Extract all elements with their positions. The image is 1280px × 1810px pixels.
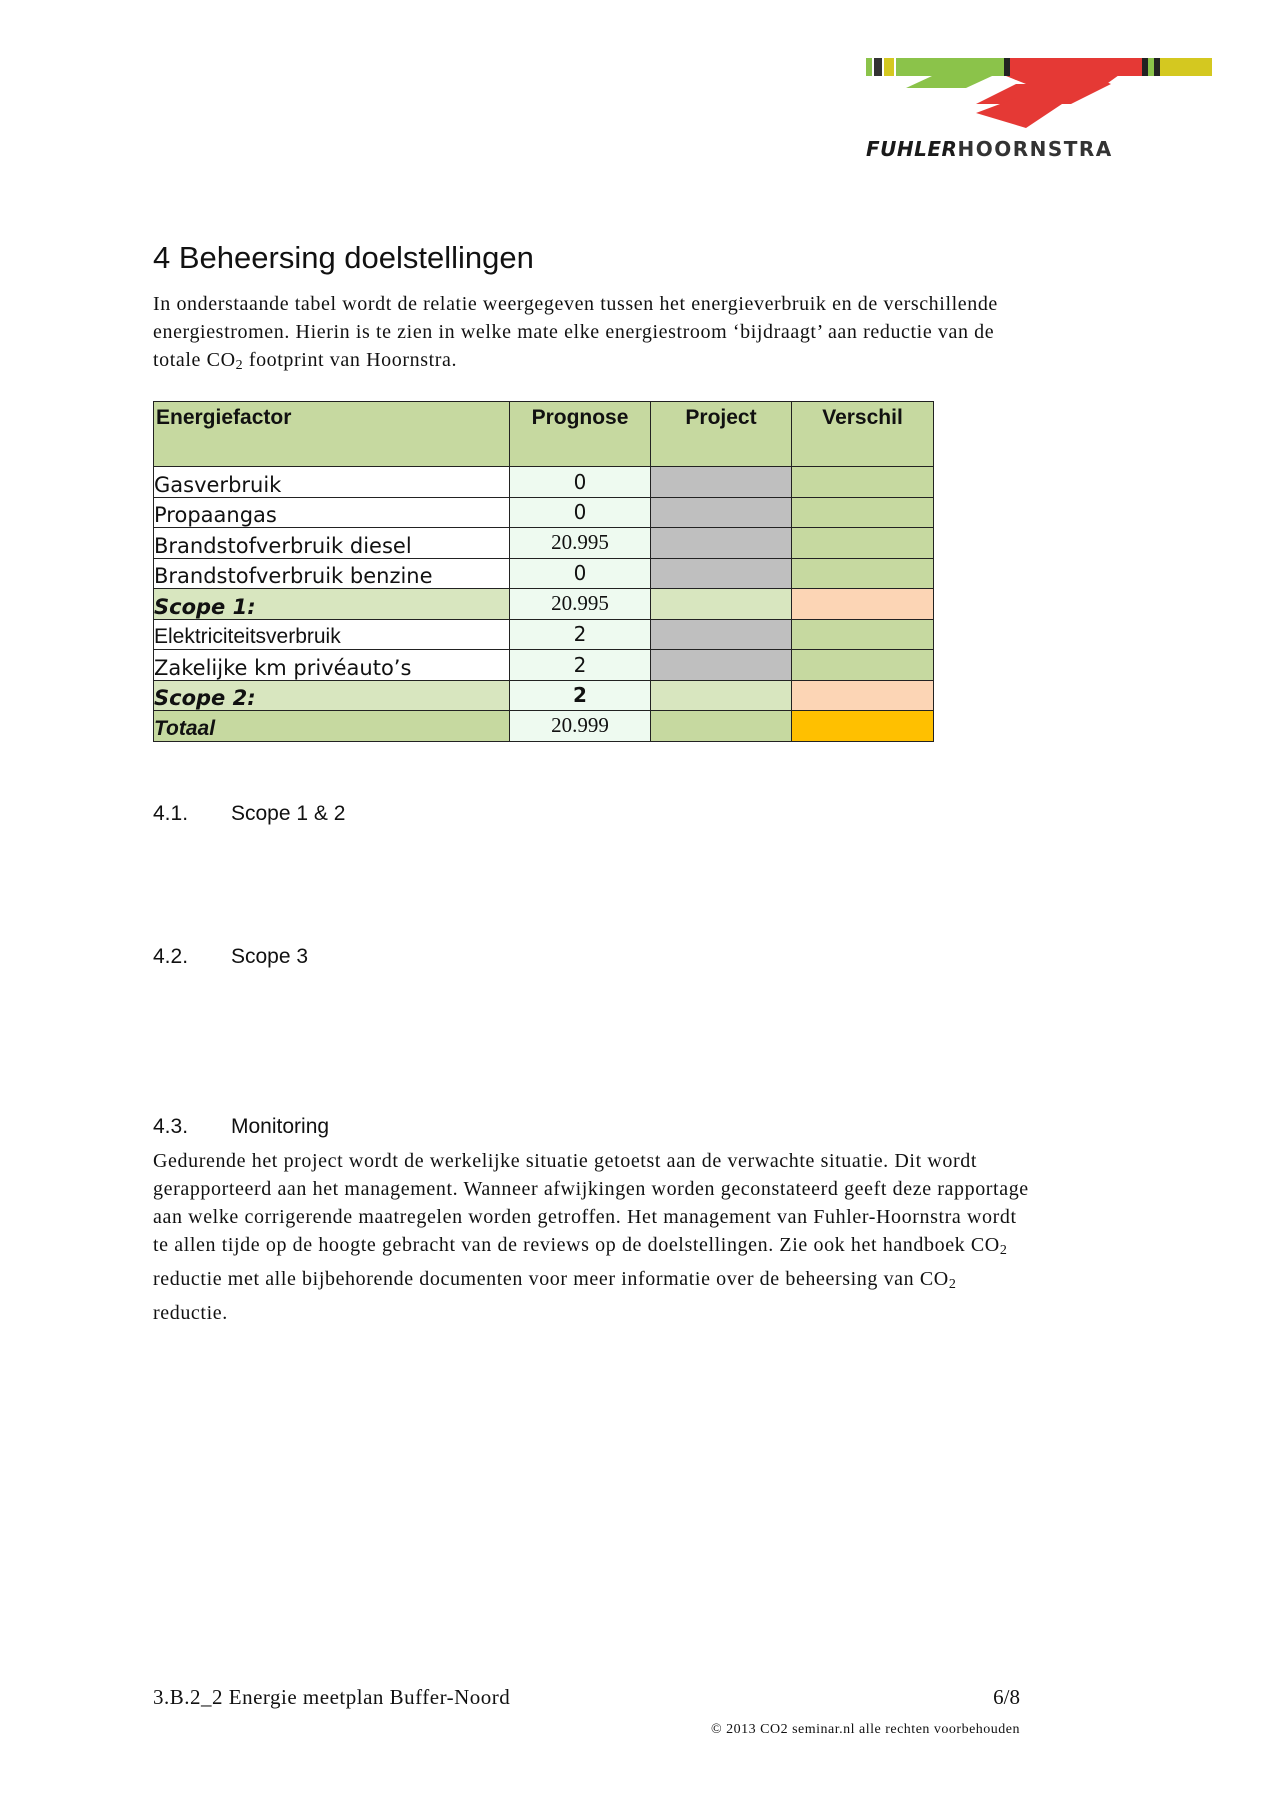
row-name: Brandstofverbruik diesel	[154, 528, 510, 559]
table-row-total	[154, 711, 934, 742]
row-project	[651, 497, 792, 528]
table-row	[154, 528, 934, 559]
row-verschil	[792, 619, 934, 650]
footer-copyright: © 2013 CO2 seminar.nl alle rechten voorbehouden	[710, 1722, 1020, 1737]
row-project	[651, 619, 792, 650]
subsection-heading-4-1: 4.1. Scope 1 & 2	[153, 802, 346, 825]
table-row-scope2	[154, 680, 934, 711]
table-row	[154, 467, 934, 498]
subsection-heading-4-2: 4.2. Scope 3	[153, 945, 309, 968]
row-verschil	[792, 589, 934, 620]
row-name: Elektriciteitsverbruik	[154, 619, 510, 650]
row-project	[651, 558, 792, 589]
row-prognose: 2	[510, 619, 651, 650]
logo-tagline: AANN.COMBINATIE	[1007, 166, 1143, 176]
row-name: Totaal	[154, 711, 510, 742]
row-project	[651, 650, 792, 681]
row-prognose: 20.995	[510, 589, 651, 620]
row-prognose: 2	[510, 680, 651, 711]
row-prognose: 0	[510, 467, 651, 498]
row-name: Brandstofverbruik benzine	[154, 558, 510, 589]
row-verschil	[792, 528, 934, 559]
row-project	[651, 589, 792, 620]
section-title: 4 Beheersing doelstellingen	[153, 240, 534, 275]
row-verschil	[792, 711, 934, 742]
table-header-row	[154, 402, 934, 467]
row-project	[651, 467, 792, 498]
subsection-heading-4-3: 4.3. Monitoring	[153, 1115, 330, 1138]
row-name: Scope 2:	[154, 680, 510, 711]
header-energiefactor: Energiefactor	[154, 402, 510, 467]
row-verschil	[792, 558, 934, 589]
row-prognose: 20.999	[510, 711, 651, 742]
energy-table	[153, 401, 934, 742]
row-project	[651, 528, 792, 559]
row-name: Scope 1:	[154, 589, 510, 620]
table-row	[154, 497, 934, 528]
row-name: Zakelijke km privéauto’s	[154, 650, 510, 681]
row-project	[651, 711, 792, 742]
company-logo	[866, 58, 1212, 186]
row-prognose: 0	[510, 558, 651, 589]
row-prognose: 0	[510, 497, 651, 528]
table-row	[154, 558, 934, 589]
row-project	[651, 680, 792, 711]
row-prognose: 20.995	[510, 528, 651, 559]
header-prognose: Prognose	[510, 402, 651, 467]
footer-document-name: 3.B.2_2 Energie meetplan Buffer-Noord	[153, 1685, 511, 1709]
logo-stripe-bar	[866, 58, 1212, 76]
header-verschil: Verschil	[792, 402, 934, 467]
row-verschil	[792, 680, 934, 711]
row-verschil	[792, 467, 934, 498]
table-row	[154, 650, 934, 681]
table-row-scope1	[154, 589, 934, 620]
row-verschil	[792, 650, 934, 681]
monitoring-paragraph: Gedurende het project wordt de werkelijke situatie getoetst aan de verwachte situatie. Dit wordt gerapporteerd aan het management. Wanneer afwijkingen worden geconstateerd geeft deze rapportage aan welke corrigerende maatregelen worden getroffen. Het management van Fuhler-Hoornstra wordt te allen tijde op de hoogte gebracht van de reviews op de doelstellingen. Zie ook het handboek $CO_2$ reductie met alle bijbehorende documenten voor meer informatie over de beheersing van $CO_2$ reductie.	[153, 1150, 1029, 1324]
intro-paragraph: In onderstaande tabel wordt de relatie weergegeven tussen het energieverbruik en de verschillende energiestromen. Hierin is te zien in welke mate elke energiestroom ‘bijdraagt’ aan reductie van de totale $CO_2$ footprint van Hoornstra.	[153, 293, 998, 373]
table-row	[154, 619, 934, 650]
row-name: Gasverbruik	[154, 467, 510, 498]
row-verschil	[792, 497, 934, 528]
header-project: Project	[651, 402, 792, 467]
row-prognose: 2	[510, 650, 651, 681]
footer-page-number: 6/8	[993, 1685, 1020, 1709]
row-name: Propaangas	[154, 497, 510, 528]
logo-wordmark: FUHLERHOORNSTRA	[866, 137, 1113, 161]
